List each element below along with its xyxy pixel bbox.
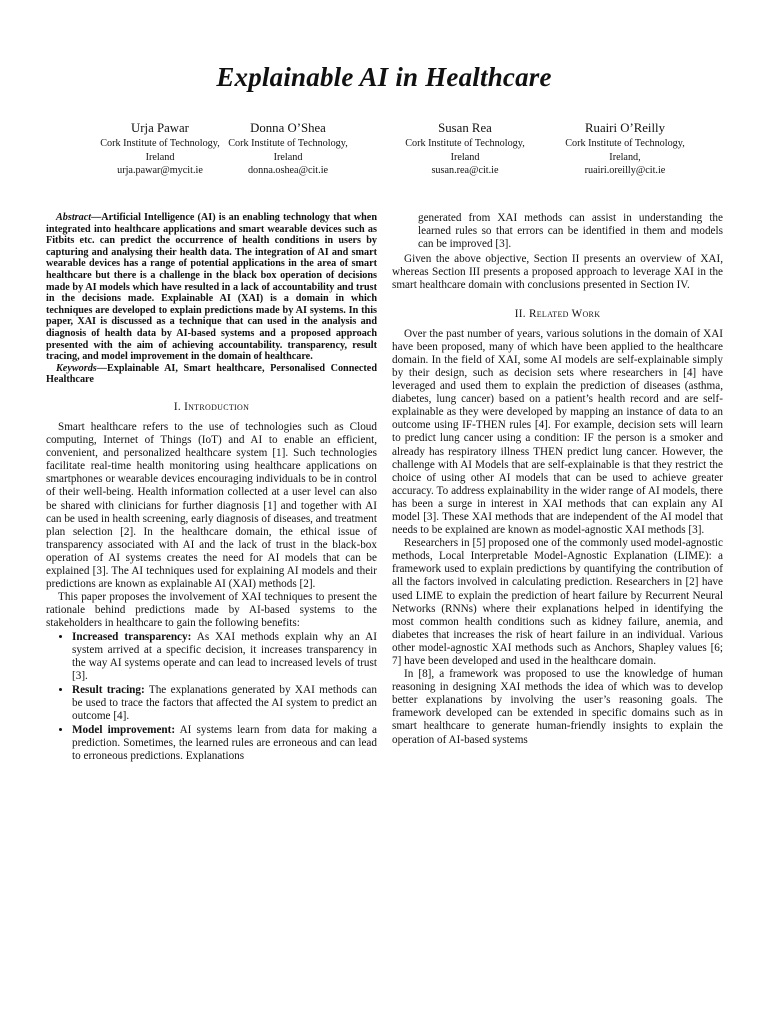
paper-title: Explainable AI in Healthcare — [216, 62, 552, 92]
author-affiliation: Cork Institute of Technology, — [228, 138, 348, 149]
author-name: Susan Rea — [438, 121, 492, 135]
author-affiliation: Cork Institute of Technology, — [405, 138, 525, 149]
abstract-label: Abstract — [56, 212, 92, 223]
keywords — [46, 363, 377, 386]
author-country: Ireland — [450, 151, 480, 163]
author-email: susan.rea@cit.ie — [431, 165, 499, 177]
author-email: donna.oshea@cit.ie — [247, 165, 329, 177]
list-item: • Model improvement: AI systems learn from data for making a prediction. Sometimes, the learned rules are erroneous and can lead to erroneous predictions. Explanations — [72, 724, 377, 763]
abstract-text: —Artificial Intelligence (AI) is an enabling technology that when integrated into healthcare applications and smart wearable devices such as Fitbits etc. can predict the occurrence of health conditions in users by capturing and analysing their health data. The integration of AI and smart wearable devices has a range of potential applications in the area of smart healthcare but there is a challenge in the black box operation of decisions made by AI models which have resulted in a lack of accountability and trust in the decisions made. Explainable AI (XAI) is a domain in which techniques are developed to explain predictions made by AI systems. In this paper, XAI is discussed as a technique that can used in the analysis and diagnosis of health data by AI-based systems and a proposed approach presented with the aim of achieving accountability. transparency, result tracing, and model improvement in the domain of healthcare. — [46, 212, 377, 363]
paragraph: In [8], a framework was proposed to use the knowledge of human reasoning in designing XAI methods the idea of which was to develop better explanations by involving the user’s reasoning goals. The framework developed can be extended in specific domains such as in smart healthcare to generate human-friendly insights to explain the operation of AI-based systems — [392, 668, 723, 746]
author-country: Ireland — [145, 151, 175, 163]
list-item-continuation: generated from XAI methods can assist in understanding the learned rules so that errors can be identified in them and models can be improved [3]. — [418, 212, 723, 251]
author-block — [193, 120, 383, 178]
author-affiliation: Cork Institute of Technology, — [565, 138, 685, 149]
paragraph: Smart healthcare refers to the use of technologies such as Cloud computing, Internet of Things (IoT) and AI to enable an efficient, convenient, and personalized healthcare system [1]. Such technologies facilitate real-time health monitoring using healthcare applications on smartphones or wearable devices encouraging individuals to be in control of their well-being. Health information collected at a user level can also be shared with clinicians for further diagnosis [1] and together with AI can be used in health screening, early diagnosis of diseases, and treatment plan selection [2]. In the healthcare domain, the ethical issue of transparency associated with AI and the lack of trust in the black-box operation of AI systems creates the need for AI models that can be explained [3]. The AI techniques used for explaining AI models and their predictions are known as explainable AI (XAI) methods [2]. — [46, 421, 377, 591]
list-item: • Increased transparency: As XAI methods explain why an AI system arrived at a specific decision, it increases transparency in the way AI systems operate and can lead to increased levels of trust [3]. — [72, 631, 377, 683]
keywords-text: —Explainable AI, Smart healthcare, Personalised Connected Healthcare — [46, 362, 377, 386]
benefits-list — [46, 631, 377, 764]
abstract — [46, 212, 377, 363]
author-country: Ireland, — [609, 151, 641, 163]
section-heading-related-work: II. Related Work — [514, 307, 601, 320]
author-email: urja.pawar@mycit.ie — [117, 165, 203, 177]
paragraph: Researchers in [5] proposed one of the commonly used model-agnostic methods, Local Interpretable Model-Agnostic Explanation (LIME): a framework used to explain predictions by quantifying the contribution of all the factors involved in calculating prediction. Researchers in [2] have used LIME to explain the prediction of heart failure by Recurrent Neural Networks (RNNs) where their explanations helped in identifying the most common health conditions such as kidney failure, anemia, and diabetes that increases the risk of heart failure in an individual. Various other model-agnostic XAI methods such as Anchors, Shapley values [6; 7] have been developed and used in the healthcare domain. — [392, 537, 723, 667]
author-name: Donna O’Shea — [250, 121, 326, 135]
author-email: ruairi.oreilly@cit.ie — [584, 165, 666, 177]
paragraph: This paper proposes the involvement of XAI techniques to present the rationale behind predictions made by AI-based systems to the stakeholders in healthcare to gain the following benefits: — [46, 591, 377, 630]
author-name: Ruairi O’Reilly — [585, 121, 665, 135]
right-column — [392, 212, 723, 747]
paragraph: Over the past number of years, various solutions in the domain of XAI have been proposed, many of which have been applied to the healthcare domain. In the field of XAI, some AI models are self-explainable simply by their design, such as decision sets where researchers in [4] have leveraged and used them to explain the prediction of diseases (asthma, diabetes, lung cancer) based on a patient’s health record and are self-explainable as they were developed by mapping an instance of data to an outcome using IF-THEN rules [4]. For example, decision sets will learn to predict lung cancer using a condition: IF the person is a smoker and already has respiratory illness THEN predict lung cancer. However, the challenge with AI Models that are self-explainable is that they restrict the choice of using other AI models that can be used to achieve greater accuracy. To address explainability in the wider range of AI models, there has been a surge in interest in XAI methods that can explain any AI model [3]. These XAI methods that are independent of the AI model that needs to be explained are known as model-agnostic XAI methods [3]. — [392, 327, 723, 537]
paragraph: Given the above objective, Section II presents an overview of XAI, whereas Section III presents a proposed approach to leverage XAI in the smart healthcare domain with conclusions presented in Section IV. — [392, 253, 723, 292]
keywords-label: Keywords — [56, 362, 97, 374]
list-item: • Result tracing: The explanations generated by XAI methods can be used to trace the factors that affected the AI system to predict an outcome [4]. — [72, 684, 377, 723]
author-name: Urja Pawar — [131, 121, 189, 135]
author-affiliation: Cork Institute of Technology, — [100, 138, 220, 149]
left-column — [46, 212, 377, 764]
author-block — [530, 120, 720, 178]
author-country: Ireland — [273, 151, 303, 163]
section-heading-introduction: I. Introduction — [173, 400, 250, 413]
